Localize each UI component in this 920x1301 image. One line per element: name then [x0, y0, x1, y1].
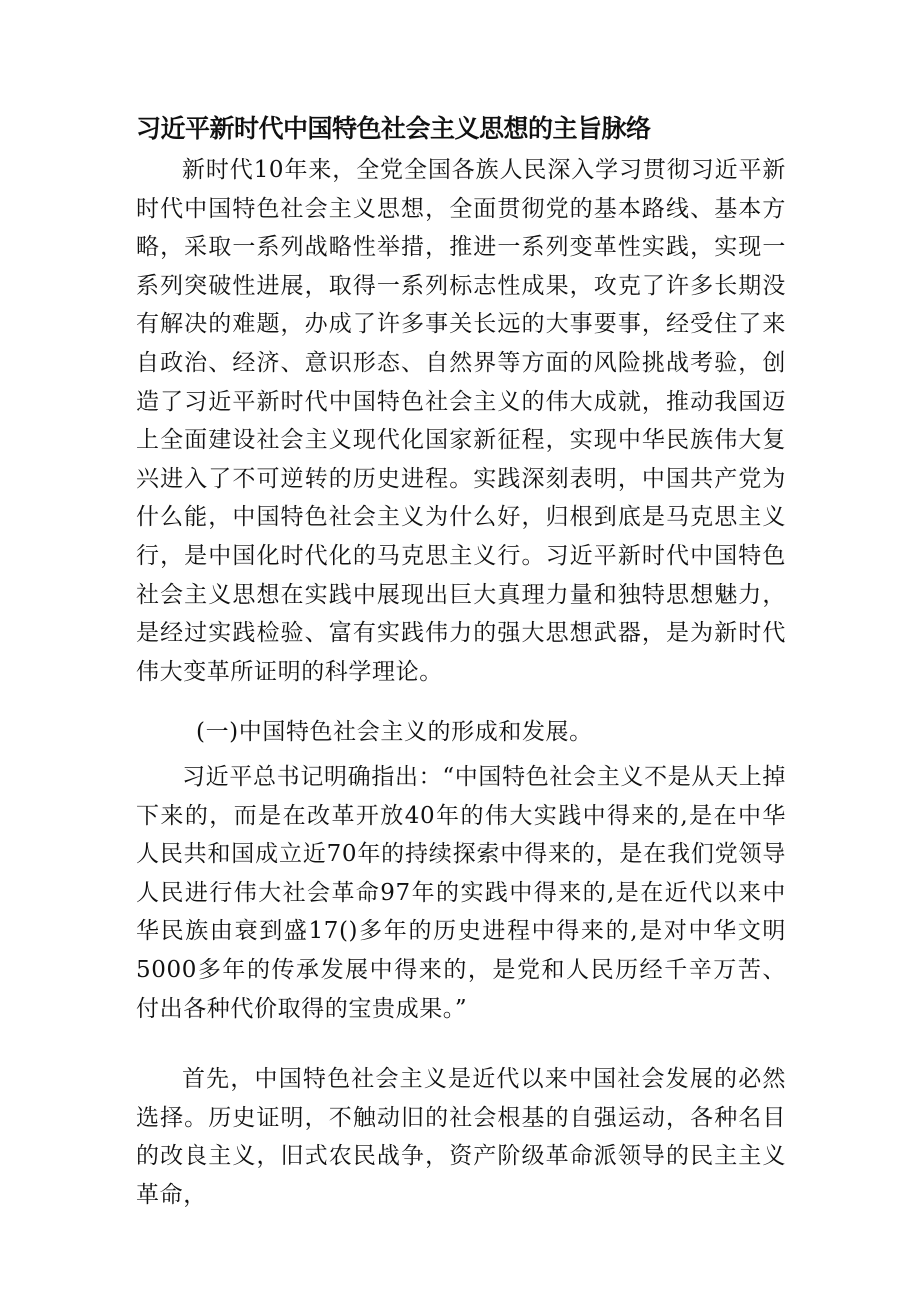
paragraph-first: 首先，中国特色社会主义是近代以来中国社会发展的必然选择。历史证明，不触动旧的社会根基的自强运动，各种名目的改良主义，旧式农民战争，资产阶级革命派领导的民主主义革命， — [136, 1066, 786, 1208]
paragraph-intro: 新时代10年来，全党全国各族人民深入学习贯彻习近平新时代中国特色社会主义思想，全面贯彻党的基本路线、基本方略，采取一系列战略性举措，推进一系列变革性实践，实现一系列突破性进展，取得一系列标志性成果，攻克了许多长期没有解决的难题，办成了许多事关长远的大事要事，经受住了来自政治、经济、意识形态、自然界等方面的风险挑战考验，创造了习近平新时代中国特色社会主义的伟大成就，推动我国迈上全面建设社会主义现代化国家新征程，实现中华民族伟大复兴进入了不可逆转的历史进程。实践深刻表明，中国共产党为什么能，中国特色社会主义为什么好，归根到底是马克思主义行，是中国化时代化的马克思主义行。习近平新时代中国特色社会主义思想在实践中展现出巨大真理力量和独特思想魅力，是经过实践检验、富有实践伟力的强大思想武器，是为新时代伟大变革所证明的科学理论。 — [136, 157, 786, 685]
section-heading: (一)中国特色社会主义的形成和发展。 — [196, 719, 593, 745]
document-title: 习近平新时代中国特色社会主义思想的主旨脉络 — [136, 114, 651, 143]
paragraph-quote: 习近平总书记明确指出：“中国特色社会主义不是从天上掉下来的，而是在改革开放40年的伟大实践中得来的,是在中华人民共和国成立近70年的持续探索中得来的，是在我们党领导人民进行伟大社会革命97年的实践中得来的,是在近代以来中华民族由衰到盛17()多年的历史进程中得来的,是对中华文明5000多年的传承发展中得来的，是党和人民历经千辛万苦、付出各种代价取得的宝贵成果。” — [136, 764, 786, 1022]
